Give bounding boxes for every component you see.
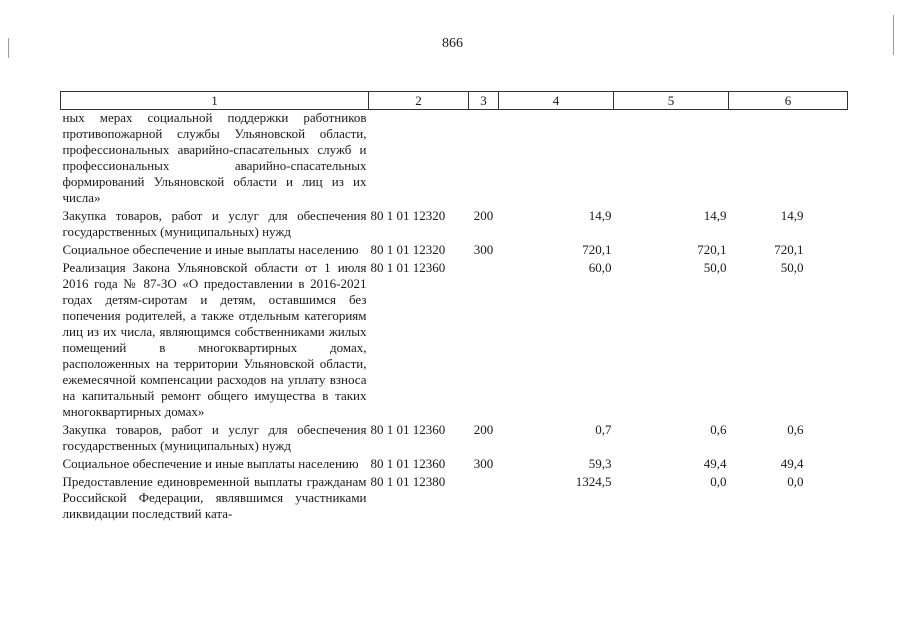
row-value-6: 0,0: [787, 474, 804, 489]
row-value-6: 50,0: [780, 260, 804, 275]
row-code: 80 1 01 12360: [370, 422, 446, 437]
row-value-4: 1324,5: [575, 474, 612, 489]
row-value-5: 50,0: [703, 260, 727, 275]
column-header: 5: [614, 92, 729, 110]
row-code: 80 1 01 12380: [370, 474, 446, 489]
row-value-6: [729, 110, 848, 209]
table-row: [61, 260, 848, 422]
table-row: [61, 208, 848, 242]
column-header: 1: [61, 92, 369, 110]
row-name: Социальное обеспечение и иные выплаты населению: [62, 242, 359, 257]
table-row: [61, 242, 848, 260]
table-header-row: [61, 92, 848, 110]
row-value-6: 720,1: [774, 242, 804, 257]
table-row: [61, 474, 848, 524]
row-vr: 200: [473, 208, 494, 223]
row-value-5: 14,9: [703, 208, 727, 223]
row-name: Реализация Закона Ульяновской области от 1 июля 2016 года № 87-ЗО «О предоставлении в 2016-2021 годах детям-сиротам и детям, оставшимся без попечения родителей, а также отдельным категориям лиц из их числа, являющимся собственниками жилых помещений в многоквартирных домах, расположенных на территории Ульяновской области, ежемесячной компенсации расходов на уплату взноса на капитальный ремонт общего имущества в таких многоквартирных домах»: [62, 260, 367, 419]
row-name: Социальное обеспечение и иные выплаты населению: [62, 456, 359, 471]
row-value-6: 14,9: [780, 208, 804, 223]
row-vr: 300: [473, 456, 494, 471]
row-vr: [469, 474, 499, 524]
row-code: 80 1 01 12320: [370, 242, 446, 257]
row-value-6: 0,6: [787, 422, 804, 437]
table-row: [61, 422, 848, 456]
column-header: 3: [469, 92, 499, 110]
row-vr: 200: [473, 422, 494, 437]
column-header: 4: [499, 92, 614, 110]
row-name: Закупка товаров, работ и услуг для обеспечения государственных (муниципальных) нужд: [62, 422, 367, 453]
row-code: 80 1 01 12360: [370, 260, 446, 275]
row-value-5: 0,0: [710, 474, 727, 489]
budget-table: [60, 91, 848, 524]
row-vr: [469, 110, 499, 209]
column-header: 2: [369, 92, 469, 110]
row-value-4: 720,1: [582, 242, 612, 257]
row-vr: 300: [473, 242, 494, 257]
row-value-4: [499, 110, 614, 209]
row-code: 80 1 01 12360: [370, 456, 446, 471]
row-name: Закупка товаров, работ и услуг для обеспечения государственных (муниципальных) нужд: [62, 208, 367, 239]
row-value-4: 59,3: [588, 456, 612, 471]
row-value-4: 60,0: [588, 260, 612, 275]
row-name: ных мерах социальной поддержки работников противопожарной службы Ульяновской области, профессиональных аварийно-спасательных служб и профессиональных аварийно-спасательных формирований Ульяновской области и лиц из их числа»: [62, 110, 367, 205]
row-vr: [469, 260, 499, 422]
row-value-5: 720,1: [697, 242, 727, 257]
row-name: Предоставление единовременной выплаты гражданам Российской Федерации, являвшимся участниками ликвидации последствий ката-: [62, 474, 367, 521]
page-number: 866: [442, 36, 463, 51]
row-value-5: 49,4: [703, 456, 727, 471]
table-row: [61, 456, 848, 474]
table-row: [61, 110, 848, 209]
row-value-5: 0,6: [710, 422, 727, 437]
row-value-4: 14,9: [588, 208, 612, 223]
row-value-4: 0,7: [595, 422, 612, 437]
column-header: 6: [729, 92, 848, 110]
row-code: 80 1 01 12320: [370, 208, 446, 223]
row-code: [369, 110, 469, 209]
row-value-6: 49,4: [780, 456, 804, 471]
row-value-5: [614, 110, 729, 209]
